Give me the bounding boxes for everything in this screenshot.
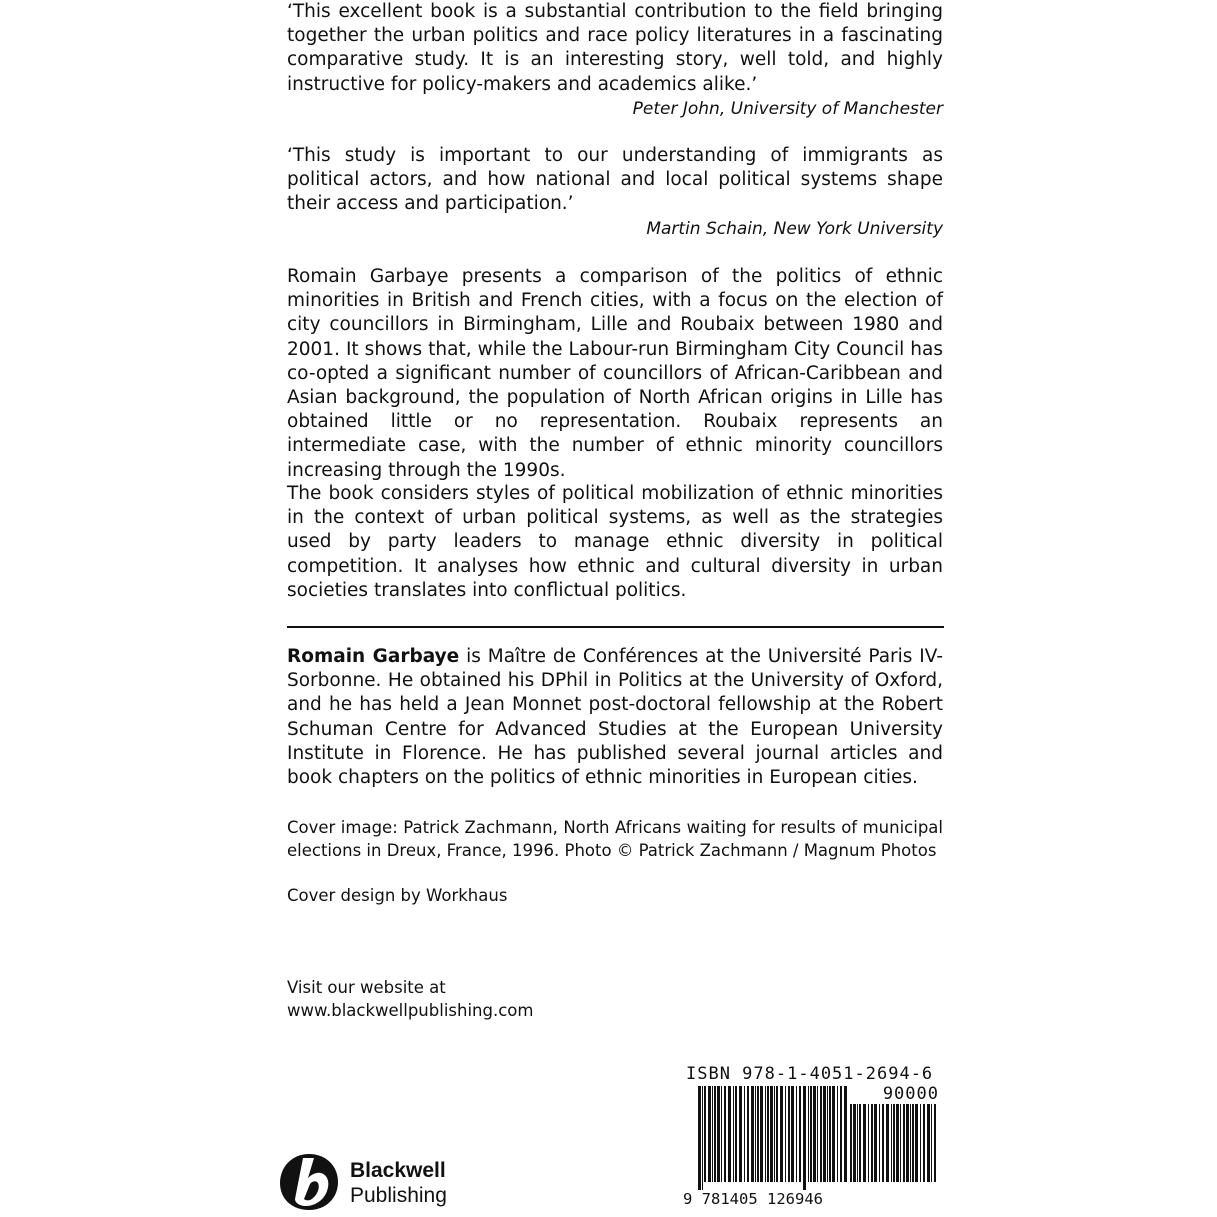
author-bio [287, 645, 943, 790]
price-barcode-bars [849, 1104, 937, 1192]
publisher-logo [278, 1152, 478, 1212]
cover-image-credit [287, 816, 943, 862]
description-text-1: Romain Garbaye presents a comparison of the politics of ethnic minorities in British and French cities, with a focus on the election of city councillors in Birmingham, Lille and Roubaix between 1980 and 2001. It shows that, while the Labour-run Birmingham City Council has co-opted a significant number of councillors of African-Caribbean and Asian background, the population of North African origins in Lille has obtained little or no representation. Roubaix represents an intermediate case, with the number of ethnic minority councillors increasing through the 1990s. [287, 266, 943, 481]
quote-2-attribution: Martin Schain, New York University [646, 218, 943, 239]
quote-2 [287, 144, 943, 241]
website-block [287, 976, 943, 1022]
publisher-name-line-1: Blackwell [350, 1159, 446, 1182]
divider-rule [287, 626, 944, 628]
author-bio-text [287, 645, 943, 790]
quote-1 [287, 0, 943, 121]
publisher-name-line-2: Publishing [350, 1184, 447, 1207]
author-bio-body: is Maître de Conférences at the Université Paris IV-Sorbonne. He obtained his DPhil in Politics at the University of Oxford, and he has held a Jean Monnet post-doctoral fellowship at the Robert Schuman Centre for Advanced Studies at the European University Institute in Florence. He has published several journal articles and book chapters on the politics of ethnic minorities in European cities. [287, 646, 943, 789]
description-paragraph-1 [287, 265, 943, 483]
description-paragraph-2 [287, 482, 943, 603]
website-line-1: Visit our website at [287, 978, 446, 997]
ean-barcode-bars [697, 1086, 847, 1196]
barcode-digits: 9 781405 126946 [683, 1190, 823, 1208]
description-text-2: The book considers styles of political mobilization of ethnic minorities in the context of urban political systems, as well as the strategies used by party leaders to manage ethnic diversity in political competition. It analyses how ethnic and cultural diversity in urban societies translates into conflictual politics. [287, 483, 943, 601]
cover-image-credit-text: Cover image: Patrick Zachmann, North Africans waiting for results of municipal elections in Dreux, France, 1996. Photo © Patrick Zachmann / Magnum Photos [287, 818, 943, 860]
publisher-name [350, 1158, 447, 1208]
isbn-label: ISBN 978-1-4051-2694-6 [686, 1064, 934, 1084]
price-code: 90000 [882, 1084, 939, 1104]
website-url[interactable]: www.blackwellpublishing.com [287, 1001, 534, 1020]
cover-design-credit [287, 884, 943, 907]
author-name: Romain Garbaye [287, 646, 460, 667]
cover-design-credit-text: Cover design by Workhaus [287, 886, 508, 905]
isbn-barcode [683, 1064, 943, 1214]
quote-1-attribution: Peter John, University of Manchester [632, 98, 943, 119]
blackwell-b-icon [278, 1152, 340, 1212]
quote-1-text: ‘This excellent book is a substantial contribution to the field bringing together the urban politics and race policy literatures in a fascinating comparative study. It is an interesting story, well told, and highly instructive for policy-makers and academics alike.’ [287, 1, 943, 95]
quote-2-text: ‘This study is important to our understanding of immigrants as political actors, and how national and local political systems shape their access and participation.’ [287, 145, 943, 215]
